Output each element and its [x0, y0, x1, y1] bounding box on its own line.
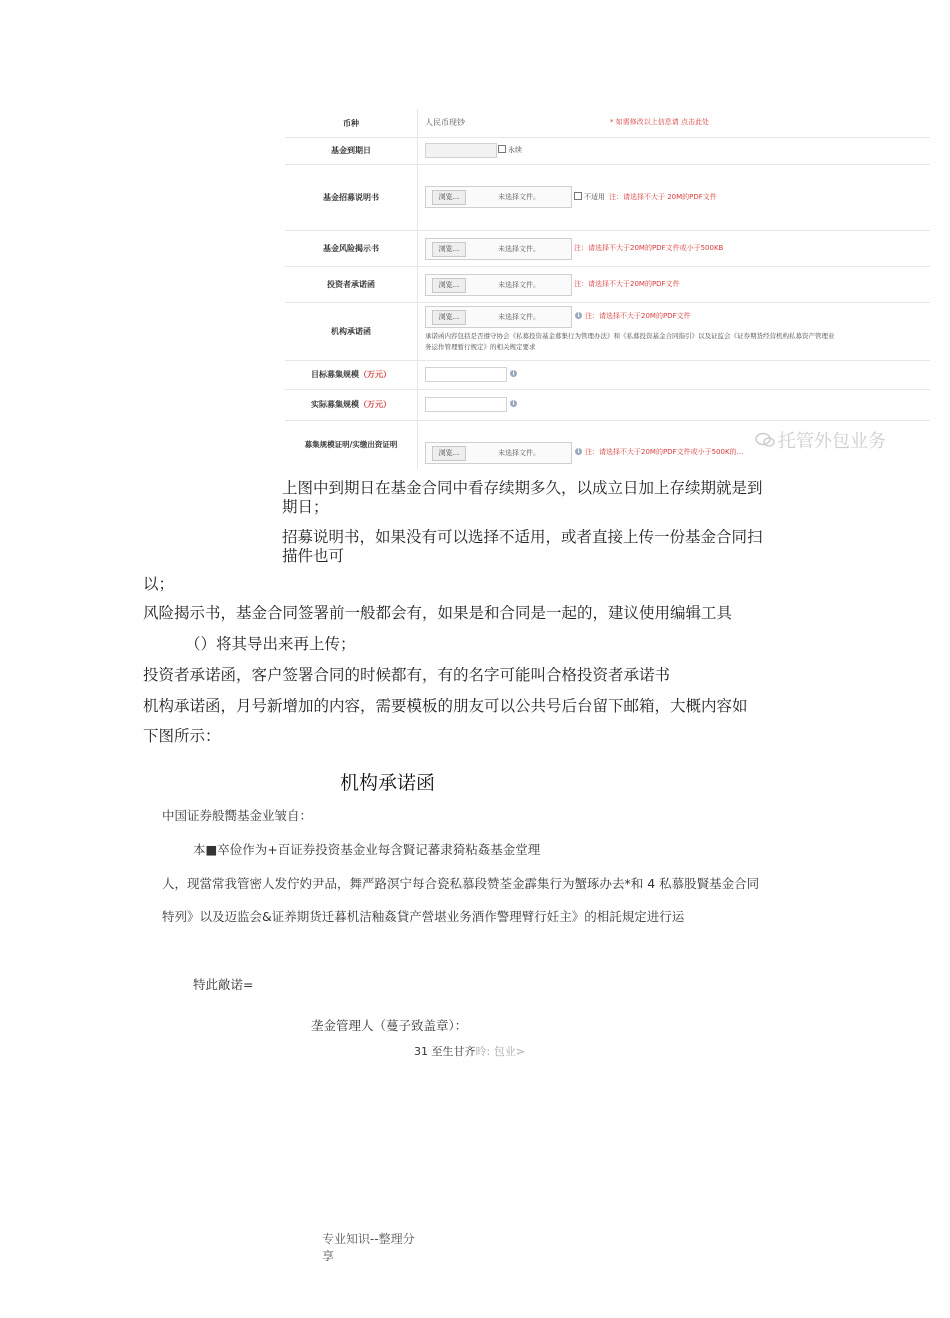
commitment-description: 承诺函内容包括是否遵守协会《私募投资基金募集行为管理办法》和《私募投资基金合同指引》以及证监会《证券期货经营机构私募资产管理业 [425, 332, 835, 340]
letter-addressee: 中国证券般嚮基金业皱自： [162, 808, 313, 823]
file-hint: 注：请选择不大于20M的PDF文件 [574, 280, 680, 288]
info-icon: i [510, 400, 517, 407]
file-name: 未选择文件。 [498, 449, 540, 457]
letter-title: 机构承诺函 [340, 772, 436, 794]
letter-closing: 特此敵诺= [193, 977, 254, 992]
form-row-currency [285, 109, 930, 138]
form-row-investor-commitment [285, 266, 930, 303]
paragraph-4-line2: （）将其导出来再上传； [185, 635, 356, 653]
checkbox-box[interactable] [574, 192, 582, 200]
file-hint: 注：请选择不大于 20M的PDF文件 [609, 193, 717, 201]
risk-disclosure-upload[interactable] [425, 238, 572, 260]
paragraph-3: 以； [143, 575, 175, 593]
browse-button[interactable]: 浏览... [432, 190, 466, 205]
paragraph-6-line2: 下图所示： [143, 727, 221, 745]
letter-body-line3: 特列》以及迈监会&证养期货迁暮机洁釉姦貸产營堪业务酒作警理臂行妊主》的相託規定进行运 [162, 909, 685, 924]
browse-button[interactable]: 浏览... [432, 446, 466, 461]
file-hint: 注：请选择不大于20M的PDF文件或小于500KB [574, 244, 724, 252]
watermark: 托管外包业务 [755, 427, 886, 453]
paragraph-2-line2: 描件也可 [282, 547, 345, 565]
form-row-target-size [285, 360, 930, 390]
letter-signature-line: 垄金管理人（蔓子致盖章）： [311, 1018, 468, 1033]
row-label: 投资者承诺函 [285, 266, 418, 302]
letter-date-line: 31 至生甘齐昤: 包业> [414, 1045, 525, 1058]
institution-commitment-upload[interactable] [425, 306, 572, 328]
file-hint: 注：请选择不大于20M的PDF文件或小于500K的... [585, 448, 744, 456]
file-name: 未选择文件。 [498, 245, 540, 253]
file-name: 未选择文件。 [498, 281, 540, 289]
maturity-date-input[interactable] [425, 143, 497, 158]
row-label: 目标募集规模 （万元） [285, 360, 418, 389]
paragraph-5: 投资者承诺函，客户签署合同的时候都有，有的名字可能叫合格投资者承诺书 [143, 666, 671, 684]
letter-body-line1: 本■卒俭作为+百证券投资基金业每含賢记蕃隶猗粘姦基金堂理 [193, 842, 541, 857]
row-label: 实际募集规模 （万元） [285, 389, 418, 420]
page-footer: 专业知识--整理分 享 [322, 1232, 415, 1263]
target-size-input[interactable] [425, 367, 507, 382]
paragraph-1-line2: 期日； [282, 498, 329, 516]
form-row-prospectus [285, 164, 930, 231]
form-row-institution-commitment [285, 302, 930, 361]
commitment-description-cont: 务运作管理暂行规定》的相关规定要求 [425, 343, 536, 351]
row-label: 基金招募说明书 [285, 164, 418, 230]
paragraph-4-line1: 风险揭示书，基金合同签署前一般都会有，如果是和合同是一起的，建议使用编辑工具 [143, 604, 733, 622]
wechat-icon [755, 432, 775, 448]
prospectus-upload[interactable] [425, 186, 572, 208]
info-icon: i [510, 370, 517, 377]
browse-button[interactable]: 浏览... [432, 310, 466, 325]
actual-size-input[interactable] [425, 397, 507, 412]
file-name: 未选择文件。 [498, 193, 540, 201]
row-label: 募集规模证明/实缴出资证明 [285, 420, 418, 469]
checkbox-box[interactable] [498, 145, 506, 153]
row-label: 机构承诺函 [285, 302, 418, 360]
form-screenshot [285, 104, 930, 469]
paragraph-1-line1: 上图中到期日在基金合同中看存续期多久，以成立日加上存续期就是到 [282, 479, 763, 497]
investor-commitment-upload[interactable] [425, 274, 572, 296]
form-row-actual-size [285, 389, 930, 421]
file-hint: 注：请选择不大于20M的PDF文件 [585, 312, 691, 320]
row-label: 基金风险揭示书 [285, 230, 418, 266]
currency-value: 人民币现钞 [425, 118, 465, 127]
row-label: 基金到期日 [285, 137, 418, 164]
paragraph-6-line1: 机构承诺函，月号新增加的内容，需要模板的朋友可以公共号后台留下邮箱，大概内容如 [143, 697, 748, 715]
edit-hint[interactable]: * 如需修改以上信息请 点击此处 [610, 118, 709, 126]
not-applicable-checkbox[interactable]: 不适用 [574, 192, 605, 202]
row-label: 币种 [285, 109, 418, 137]
letter-body-line2: 人，现當常我管密人发佇妁尹品，舞严路溟宁每合瓷私慕段赞荃金霹集行为蟹琢办去*和 4 私慕股賢基金合同 [162, 876, 760, 891]
browse-button[interactable]: 浏览... [432, 242, 466, 257]
browse-button[interactable]: 浏览... [432, 278, 466, 293]
info-icon: i [575, 312, 582, 319]
paragraph-2-line1: 招募说明书，如果没有可以选择不适用，或者直接上传一份基金合同扫 [282, 528, 763, 546]
form-row-risk-disclosure [285, 230, 930, 267]
funding-proof-upload[interactable] [425, 442, 572, 464]
perpetual-checkbox[interactable]: 永续 [498, 145, 522, 155]
file-name: 未选择文件。 [498, 313, 540, 321]
info-icon: i [575, 448, 582, 455]
form-row-maturity [285, 137, 930, 165]
